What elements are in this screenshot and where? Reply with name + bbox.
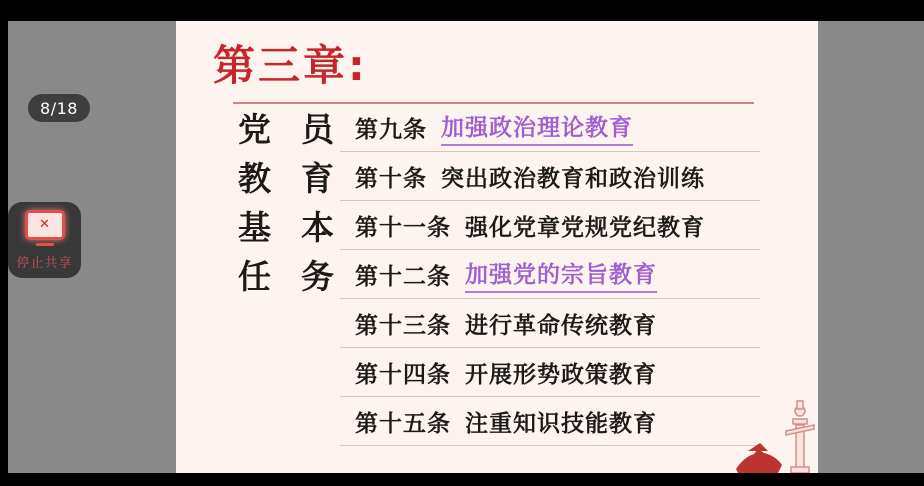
slide-rows	[340, 103, 760, 446]
row-text: 突出政治教育和政治训练	[441, 165, 705, 192]
slide-row	[340, 201, 760, 250]
row-article-number: 第十四条	[355, 361, 451, 388]
monitor-stand	[36, 243, 54, 246]
row-text: 开展形势政策教育	[465, 361, 657, 388]
slide-title: 第三章:	[213, 41, 368, 90]
side-label-char: 本	[301, 208, 334, 247]
row-article-number: 第十一条	[355, 214, 451, 241]
slide-row	[340, 250, 760, 299]
tiananmen-huabiao-decoration	[734, 399, 818, 473]
stop-sharing-label: 停止共享	[16, 255, 73, 271]
row-text-highlighted: 加强党的宗旨教育	[465, 256, 657, 293]
side-label-char: 员	[301, 110, 334, 149]
presentation-slide	[176, 21, 818, 473]
side-label-char: 基	[238, 208, 271, 247]
side-label-char: 育	[301, 159, 334, 198]
row-text-highlighted: 加强政治理论教育	[441, 109, 633, 146]
x-icon: ✕	[39, 217, 50, 232]
row-article-number: 第九条	[355, 116, 427, 143]
row-text: 强化党章党规党纪教育	[465, 214, 705, 241]
stop-sharing-monitor-icon	[25, 210, 65, 240]
row-text: 注重知识技能教育	[465, 410, 657, 437]
stop-sharing-button[interactable]	[8, 202, 81, 278]
row-article-number: 第十二条	[355, 263, 451, 290]
side-label-char: 教	[238, 159, 271, 198]
side-label	[236, 201, 336, 250]
row-article-number: 第十五条	[355, 410, 451, 437]
side-label	[236, 250, 336, 299]
slide-row	[340, 152, 760, 201]
side-label	[236, 103, 336, 152]
slide-row	[340, 103, 760, 152]
side-label	[236, 152, 336, 201]
slide-row	[340, 397, 760, 446]
slide-row	[340, 299, 760, 348]
screenshare-viewport	[8, 21, 924, 473]
row-article-number: 第十条	[355, 165, 427, 192]
side-label-char: 任	[238, 257, 271, 296]
page-indicator: 8/18	[28, 94, 90, 122]
side-label-char: 务	[301, 257, 334, 296]
row-text: 进行革命传统教育	[465, 312, 657, 339]
slide-row	[340, 348, 760, 397]
side-label-char: 党	[238, 110, 271, 149]
slide-side-labels	[236, 103, 336, 299]
row-article-number: 第十三条	[355, 312, 451, 339]
